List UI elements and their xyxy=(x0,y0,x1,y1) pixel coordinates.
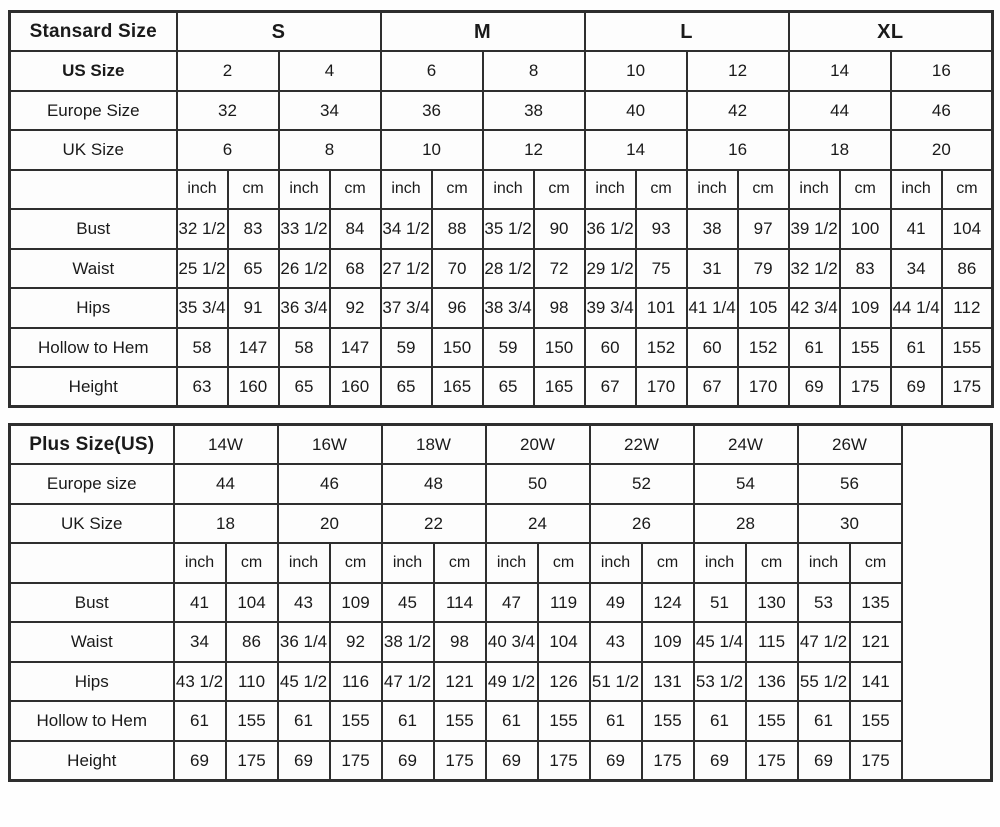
measure-value-cell: 155 xyxy=(850,701,902,741)
measure-value-cell: 69 xyxy=(789,367,840,407)
standard-corner-label: Stansard Size xyxy=(10,12,177,52)
measure-value-cell: 175 xyxy=(226,741,278,781)
measure-value-cell: 114 xyxy=(434,583,486,623)
unit-header-inch: inch xyxy=(585,170,636,210)
measure-value-cell: 51 1/2 xyxy=(590,662,642,702)
measure-value-cell: 34 xyxy=(891,249,942,289)
measure-value-cell: 124 xyxy=(642,583,694,623)
measure-value-cell: 83 xyxy=(228,209,279,249)
row-label: Europe Size xyxy=(10,91,177,131)
measure-value-cell: 40 3/4 xyxy=(486,622,538,662)
size-value-cell: 18W xyxy=(382,425,486,465)
measure-value-cell: 130 xyxy=(746,583,798,623)
standard-table-body xyxy=(10,12,993,407)
measure-value-cell: 63 xyxy=(177,367,228,407)
measure-value-cell: 41 1/4 xyxy=(687,288,738,328)
size-value-cell: 16 xyxy=(687,130,789,170)
unit-header-cm: cm xyxy=(226,543,278,583)
plus-measure-row xyxy=(10,662,992,702)
measure-value-cell: 39 1/2 xyxy=(789,209,840,249)
size-group-header-m: M xyxy=(381,12,585,52)
measure-value-cell: 155 xyxy=(642,701,694,741)
unit-header-inch: inch xyxy=(694,543,746,583)
unit-header-inch: inch xyxy=(382,543,434,583)
measure-value-cell: 45 1/2 xyxy=(278,662,330,702)
measure-value-cell: 141 xyxy=(850,662,902,702)
measure-value-cell: 45 1/4 xyxy=(694,622,746,662)
measure-value-cell: 39 3/4 xyxy=(585,288,636,328)
plus-size-row xyxy=(10,425,992,465)
measure-value-cell: 60 xyxy=(585,328,636,368)
measure-value-cell: 100 xyxy=(840,209,891,249)
measure-value-cell: 69 xyxy=(891,367,942,407)
measure-value-cell: 165 xyxy=(432,367,483,407)
size-value-cell: 10 xyxy=(585,51,687,91)
size-value-cell: 14W xyxy=(174,425,278,465)
measure-value-cell: 26 1/2 xyxy=(279,249,330,289)
measure-value-cell: 155 xyxy=(538,701,590,741)
measure-value-cell: 49 xyxy=(590,583,642,623)
plus-table-body xyxy=(10,425,992,781)
size-value-cell: 26 xyxy=(590,504,694,544)
measure-value-cell: 61 xyxy=(486,701,538,741)
size-group-header-xl: XL xyxy=(789,12,993,52)
measure-value-cell: 69 xyxy=(694,741,746,781)
measure-value-cell: 110 xyxy=(226,662,278,702)
measure-value-cell: 65 xyxy=(279,367,330,407)
measure-value-cell: 36 3/4 xyxy=(279,288,330,328)
plus-measure-row xyxy=(10,622,992,662)
measure-value-cell: 69 xyxy=(278,741,330,781)
unit-header-cm: cm xyxy=(636,170,687,210)
unit-header-inch: inch xyxy=(687,170,738,210)
measure-value-cell: 96 xyxy=(432,288,483,328)
measure-value-cell: 79 xyxy=(738,249,789,289)
measure-value-cell: 75 xyxy=(636,249,687,289)
measure-value-cell: 60 xyxy=(687,328,738,368)
row-label: UK Size xyxy=(10,504,174,544)
measure-value-cell: 109 xyxy=(840,288,891,328)
size-value-cell: 34 xyxy=(279,91,381,131)
size-value-cell: 40 xyxy=(585,91,687,131)
size-value-cell: 18 xyxy=(174,504,278,544)
measure-value-cell: 105 xyxy=(738,288,789,328)
measure-value-cell: 25 1/2 xyxy=(177,249,228,289)
measure-value-cell: 126 xyxy=(538,662,590,702)
size-value-cell: 56 xyxy=(798,464,902,504)
measure-value-cell: 104 xyxy=(538,622,590,662)
measure-value-cell: 155 xyxy=(942,328,993,368)
measure-value-cell: 175 xyxy=(642,741,694,781)
measure-value-cell: 115 xyxy=(746,622,798,662)
unit-header-cm: cm xyxy=(850,543,902,583)
unit-header-inch: inch xyxy=(483,170,534,210)
empty-corner-cell xyxy=(10,170,177,210)
measure-value-cell: 175 xyxy=(330,741,382,781)
size-value-cell: 26W xyxy=(798,425,902,465)
size-value-cell: 42 xyxy=(687,91,789,131)
measure-value-cell: 55 1/2 xyxy=(798,662,850,702)
plus-measure-row xyxy=(10,583,992,623)
row-label: Europe size xyxy=(10,464,174,504)
row-label: Hollow to Hem xyxy=(10,328,177,368)
measure-value-cell: 175 xyxy=(850,741,902,781)
measure-value-cell: 47 1/2 xyxy=(382,662,434,702)
measure-value-cell: 155 xyxy=(434,701,486,741)
measure-value-cell: 61 xyxy=(798,701,850,741)
measure-value-cell: 155 xyxy=(330,701,382,741)
measure-value-cell: 59 xyxy=(483,328,534,368)
measure-value-cell: 47 xyxy=(486,583,538,623)
row-label: Bust xyxy=(10,209,177,249)
measure-value-cell: 155 xyxy=(226,701,278,741)
measure-value-cell: 150 xyxy=(432,328,483,368)
measure-value-cell: 33 1/2 xyxy=(279,209,330,249)
unit-header-inch: inch xyxy=(798,543,850,583)
row-label: Waist xyxy=(10,622,174,662)
measure-value-cell: 121 xyxy=(850,622,902,662)
measure-value-cell: 61 xyxy=(590,701,642,741)
unit-header-cm: cm xyxy=(434,543,486,583)
measure-value-cell: 65 xyxy=(228,249,279,289)
measure-value-cell: 59 xyxy=(381,328,432,368)
measure-value-cell: 101 xyxy=(636,288,687,328)
measure-value-cell: 69 xyxy=(798,741,850,781)
unit-header-cm: cm xyxy=(228,170,279,210)
measure-value-cell: 175 xyxy=(538,741,590,781)
measure-value-cell: 41 xyxy=(174,583,226,623)
measure-value-cell: 61 xyxy=(278,701,330,741)
unit-header-cm: cm xyxy=(538,543,590,583)
measure-value-cell: 35 3/4 xyxy=(177,288,228,328)
measure-value-cell: 32 1/2 xyxy=(177,209,228,249)
measure-value-cell: 121 xyxy=(434,662,486,702)
measure-value-cell: 67 xyxy=(585,367,636,407)
measure-value-cell: 38 xyxy=(687,209,738,249)
plus-size-row xyxy=(10,504,992,544)
measure-value-cell: 47 1/2 xyxy=(798,622,850,662)
standard-measure-row xyxy=(10,367,993,407)
size-value-cell: 44 xyxy=(789,91,891,131)
size-value-cell: 28 xyxy=(694,504,798,544)
measure-value-cell: 147 xyxy=(228,328,279,368)
row-label: Waist xyxy=(10,249,177,289)
size-value-cell: 20 xyxy=(891,130,993,170)
measure-value-cell: 58 xyxy=(279,328,330,368)
measure-value-cell: 91 xyxy=(228,288,279,328)
measure-value-cell: 88 xyxy=(432,209,483,249)
measure-value-cell: 86 xyxy=(942,249,993,289)
size-value-cell: 46 xyxy=(891,91,993,131)
measure-value-cell: 86 xyxy=(226,622,278,662)
row-label: Height xyxy=(10,367,177,407)
unit-header-cm: cm xyxy=(746,543,798,583)
measure-value-cell: 83 xyxy=(840,249,891,289)
measure-value-cell: 93 xyxy=(636,209,687,249)
measure-value-cell: 68 xyxy=(330,249,381,289)
measure-value-cell: 119 xyxy=(538,583,590,623)
measure-value-cell: 175 xyxy=(840,367,891,407)
measure-value-cell: 69 xyxy=(486,741,538,781)
measure-value-cell: 90 xyxy=(534,209,585,249)
plus-measure-row xyxy=(10,741,992,781)
unit-header-cm: cm xyxy=(330,170,381,210)
measure-value-cell: 32 1/2 xyxy=(789,249,840,289)
measure-value-cell: 36 1/2 xyxy=(585,209,636,249)
measure-value-cell: 69 xyxy=(382,741,434,781)
size-value-cell: 6 xyxy=(381,51,483,91)
measure-value-cell: 104 xyxy=(942,209,993,249)
measure-value-cell: 43 1/2 xyxy=(174,662,226,702)
size-value-cell: 8 xyxy=(483,51,585,91)
row-label: UK Size xyxy=(10,130,177,170)
measure-value-cell: 165 xyxy=(534,367,585,407)
size-value-cell: 20 xyxy=(278,504,382,544)
measure-value-cell: 37 3/4 xyxy=(381,288,432,328)
size-value-cell: 10 xyxy=(381,130,483,170)
measure-value-cell: 104 xyxy=(226,583,278,623)
unit-header-inch: inch xyxy=(590,543,642,583)
size-value-cell: 16 xyxy=(891,51,993,91)
size-value-cell: 20W xyxy=(486,425,590,465)
measure-value-cell: 53 xyxy=(798,583,850,623)
unit-header-cm: cm xyxy=(942,170,993,210)
unit-header-inch: inch xyxy=(278,543,330,583)
row-label: Hollow to Hem xyxy=(10,701,174,741)
measure-value-cell: 65 xyxy=(483,367,534,407)
measure-value-cell: 61 xyxy=(891,328,942,368)
measure-value-cell: 92 xyxy=(330,288,381,328)
size-value-cell: 36 xyxy=(381,91,483,131)
measure-value-cell: 155 xyxy=(746,701,798,741)
row-label: Height xyxy=(10,741,174,781)
size-value-cell: 24 xyxy=(486,504,590,544)
measure-value-cell: 160 xyxy=(228,367,279,407)
measure-value-cell: 58 xyxy=(177,328,228,368)
measure-value-cell: 69 xyxy=(590,741,642,781)
measure-value-cell: 147 xyxy=(330,328,381,368)
size-value-cell: 12 xyxy=(483,130,585,170)
measure-value-cell: 49 1/2 xyxy=(486,662,538,702)
measure-value-cell: 51 xyxy=(694,583,746,623)
row-label: Hips xyxy=(10,662,174,702)
measure-value-cell: 31 xyxy=(687,249,738,289)
measure-value-cell: 72 xyxy=(534,249,585,289)
measure-value-cell: 97 xyxy=(738,209,789,249)
measure-value-cell: 43 xyxy=(590,622,642,662)
measure-value-cell: 34 xyxy=(174,622,226,662)
measure-value-cell: 92 xyxy=(330,622,382,662)
measure-value-cell: 170 xyxy=(636,367,687,407)
measure-value-cell: 131 xyxy=(642,662,694,702)
measure-value-cell: 155 xyxy=(840,328,891,368)
measure-value-cell: 84 xyxy=(330,209,381,249)
unit-header-inch: inch xyxy=(891,170,942,210)
measure-value-cell: 170 xyxy=(738,367,789,407)
standard-unit-row xyxy=(10,170,993,210)
unit-header-inch: inch xyxy=(174,543,226,583)
measure-value-cell: 152 xyxy=(636,328,687,368)
standard-size-row xyxy=(10,130,993,170)
measure-value-cell: 42 3/4 xyxy=(789,288,840,328)
unit-header-cm: cm xyxy=(738,170,789,210)
plus-corner-label: Plus Size(US) xyxy=(10,425,174,465)
size-value-cell: 32 xyxy=(177,91,279,131)
measure-value-cell: 175 xyxy=(746,741,798,781)
size-value-cell: 18 xyxy=(789,130,891,170)
measure-value-cell: 112 xyxy=(942,288,993,328)
standard-size-row xyxy=(10,91,993,131)
measure-value-cell: 28 1/2 xyxy=(483,249,534,289)
standard-size-row xyxy=(10,51,993,91)
standard-group-header-row xyxy=(10,12,993,52)
size-group-header-l: L xyxy=(585,12,789,52)
size-value-cell: 12 xyxy=(687,51,789,91)
measure-value-cell: 116 xyxy=(330,662,382,702)
row-label: US Size xyxy=(10,51,177,91)
plus-size-row xyxy=(10,464,992,504)
empty-corner-cell xyxy=(10,543,174,583)
unit-header-cm: cm xyxy=(642,543,694,583)
measure-value-cell: 36 1/4 xyxy=(278,622,330,662)
standard-measure-row xyxy=(10,288,993,328)
measure-value-cell: 41 xyxy=(891,209,942,249)
measure-value-cell: 38 3/4 xyxy=(483,288,534,328)
unit-header-inch: inch xyxy=(789,170,840,210)
unit-header-cm: cm xyxy=(432,170,483,210)
plus-measure-row xyxy=(10,701,992,741)
measure-value-cell: 109 xyxy=(330,583,382,623)
measure-value-cell: 29 1/2 xyxy=(585,249,636,289)
size-value-cell: 38 xyxy=(483,91,585,131)
size-value-cell: 22 xyxy=(382,504,486,544)
size-value-cell: 8 xyxy=(279,130,381,170)
size-value-cell: 24W xyxy=(694,425,798,465)
measure-value-cell: 35 1/2 xyxy=(483,209,534,249)
measure-value-cell: 150 xyxy=(534,328,585,368)
measure-value-cell: 152 xyxy=(738,328,789,368)
plus-unit-row xyxy=(10,543,992,583)
measure-value-cell: 61 xyxy=(694,701,746,741)
measure-value-cell: 43 xyxy=(278,583,330,623)
measure-value-cell: 109 xyxy=(642,622,694,662)
measure-value-cell: 70 xyxy=(432,249,483,289)
measure-value-cell: 136 xyxy=(746,662,798,702)
size-value-cell: 14 xyxy=(789,51,891,91)
unit-header-inch: inch xyxy=(279,170,330,210)
unit-header-inch: inch xyxy=(381,170,432,210)
measure-value-cell: 67 xyxy=(687,367,738,407)
standard-measure-row xyxy=(10,209,993,249)
unit-header-cm: cm xyxy=(840,170,891,210)
measure-value-cell: 98 xyxy=(434,622,486,662)
size-value-cell: 22W xyxy=(590,425,694,465)
size-value-cell: 2 xyxy=(177,51,279,91)
unit-header-inch: inch xyxy=(177,170,228,210)
measure-value-cell: 65 xyxy=(381,367,432,407)
standard-measure-row xyxy=(10,249,993,289)
size-value-cell: 16W xyxy=(278,425,382,465)
row-label: Bust xyxy=(10,583,174,623)
standard-size-table xyxy=(8,10,994,408)
size-value-cell: 54 xyxy=(694,464,798,504)
measure-value-cell: 98 xyxy=(534,288,585,328)
plus-size-table xyxy=(8,423,993,782)
unit-header-cm: cm xyxy=(534,170,585,210)
size-value-cell: 4 xyxy=(279,51,381,91)
size-value-cell: 14 xyxy=(585,130,687,170)
size-value-cell: 52 xyxy=(590,464,694,504)
size-value-cell: 48 xyxy=(382,464,486,504)
size-value-cell: 46 xyxy=(278,464,382,504)
measure-value-cell: 61 xyxy=(789,328,840,368)
measure-value-cell: 53 1/2 xyxy=(694,662,746,702)
size-value-cell: 50 xyxy=(486,464,590,504)
standard-measure-row xyxy=(10,328,993,368)
empty-right-cell xyxy=(902,425,992,781)
size-value-cell: 6 xyxy=(177,130,279,170)
unit-header-cm: cm xyxy=(330,543,382,583)
size-value-cell: 44 xyxy=(174,464,278,504)
measure-value-cell: 38 1/2 xyxy=(382,622,434,662)
measure-value-cell: 61 xyxy=(382,701,434,741)
measure-value-cell: 44 1/4 xyxy=(891,288,942,328)
measure-value-cell: 45 xyxy=(382,583,434,623)
size-group-header-s: S xyxy=(177,12,381,52)
measure-value-cell: 34 1/2 xyxy=(381,209,432,249)
measure-value-cell: 27 1/2 xyxy=(381,249,432,289)
measure-value-cell: 175 xyxy=(434,741,486,781)
size-value-cell: 30 xyxy=(798,504,902,544)
measure-value-cell: 69 xyxy=(174,741,226,781)
unit-header-inch: inch xyxy=(486,543,538,583)
measure-value-cell: 61 xyxy=(174,701,226,741)
row-label: Hips xyxy=(10,288,177,328)
measure-value-cell: 135 xyxy=(850,583,902,623)
measure-value-cell: 160 xyxy=(330,367,381,407)
measure-value-cell: 175 xyxy=(942,367,993,407)
